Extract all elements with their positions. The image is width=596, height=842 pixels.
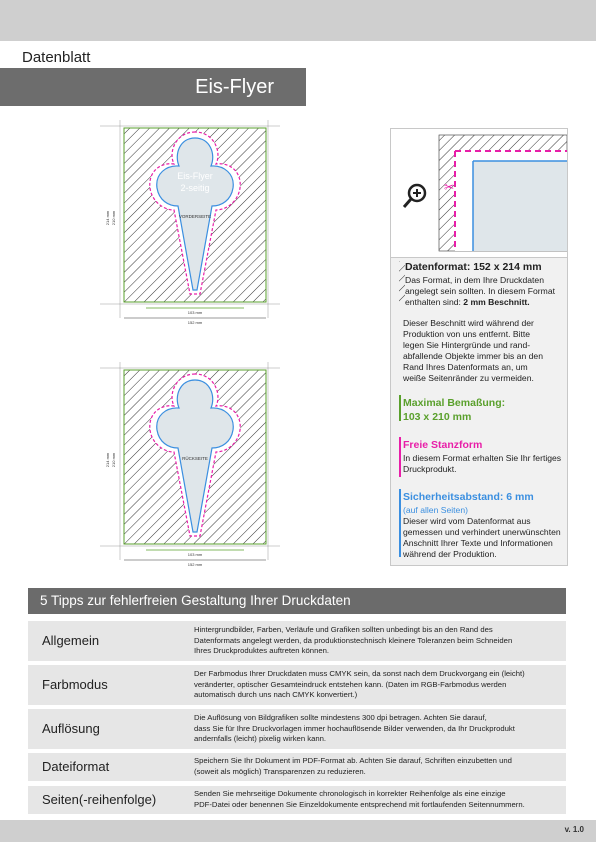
beschnitt-line5: Rand Ihres Datenformats an, um — [403, 362, 528, 372]
blue-marker — [399, 489, 401, 557]
green-marker — [399, 395, 401, 421]
tip-line: veränderter, optischer Gesamteindruck entstehen kann. (Daten im RGB-Farbmodus werden — [194, 679, 507, 689]
tip-row — [28, 709, 566, 749]
tip-line: dass Sie für Ihre Druckvorlagen immer hochauflösende Bilder verwenden, da Ihr Druckprodukt — [194, 723, 515, 733]
datenformat-line2: angelegt sein sollten. In diesem Format — [405, 286, 555, 296]
beschnitt-line1: Dieser Beschnitt wird während der — [403, 318, 534, 328]
tip-label: Seiten(-reihenfolge) — [42, 792, 157, 807]
tip-text — [194, 669, 558, 701]
sicher-title: Sicherheitsabstand: 6 mm — [403, 491, 534, 503]
datenformat-line3 — [405, 297, 530, 308]
stanz-line1: In diesem Format erhalten Sie Ihr fertiges — [403, 453, 562, 463]
tip-label: Allgemein — [42, 633, 100, 648]
front-diagram — [100, 118, 280, 330]
maximal-value: 103 x 210 mm — [403, 411, 472, 423]
tip-line: Die Auflösung von Bildgrafiken sollte mindestens 300 dpi betragen. Achten Sie darauf, — [194, 713, 487, 722]
beschnitt-line3: legen Sie Hintergründe und rand- — [403, 340, 531, 350]
legend-panel — [390, 128, 568, 566]
back-diagram — [100, 360, 280, 572]
tip-line: Speichern Sie Ihr Dokument im PDF-Format ab. Achten Sie darauf, Schriften einzubetten und — [194, 756, 512, 765]
back-side-label: RÜCKSEITE — [182, 456, 208, 461]
back-dim-v-outer: 214 mm — [105, 452, 110, 468]
tip-label: Farbmodus — [42, 677, 108, 692]
tip-line: andernfalls (leicht) pixelig wirken kann. — [194, 734, 327, 743]
front-dim-inner: 103 mm — [187, 310, 203, 315]
sicher-line2: gemessen und verhindert unerwünschten — [403, 527, 561, 537]
front-subtitle: 2-seitig — [180, 183, 210, 193]
sicher-line3: Anschnitt Ihrer Texte und Informationen — [403, 538, 553, 548]
front-side-label: VORDERSEITE — [178, 214, 212, 219]
tip-text — [194, 713, 558, 745]
tip-label: Auflösung — [42, 721, 100, 736]
tip-text — [194, 756, 558, 777]
front-title: Eis-Flyer — [177, 171, 213, 181]
beschnitt-line4: abfallende Objekte immer bis an den — [403, 351, 543, 361]
page-title: Eis-Flyer — [0, 68, 306, 106]
sicher-subtitle: (auf allen Seiten) — [403, 505, 468, 515]
datenformat-title: Datenformat: 152 x 214 mm — [405, 261, 542, 273]
tip-line: Ihres Druckproduktes auftreten können. — [194, 646, 330, 655]
tip-line: automatisch durch uns nach CMYK konvertiert.) — [194, 690, 358, 699]
tip-line: Hintergrundbilder, Farben, Verläufe und Grafiken sollten unbedingt bis an den Rand des — [194, 625, 493, 634]
stanz-line2: Druckprodukt. — [403, 464, 457, 474]
sicher-line4: während der Produktion. — [403, 549, 497, 559]
front-dim-v-inner: 210 mm — [111, 210, 116, 226]
top-bar — [0, 0, 596, 41]
back-dim-inner: 103 mm — [187, 552, 203, 557]
front-dim-outer: 152 mm — [187, 320, 203, 325]
tip-row — [28, 753, 566, 781]
zoom-detail — [391, 129, 567, 258]
doc-type-tag: Datenblatt — [0, 47, 120, 69]
tip-line: Datenformats angelegt werden, da produktionstechnisch kleinere Toleranzen beim Schneiden — [194, 635, 513, 645]
back-dim-v-inner: 210 mm — [111, 452, 116, 468]
tip-text — [194, 789, 558, 810]
tip-row — [28, 786, 566, 814]
beschnitt-line2: Produktion von uns entfernt. Bitte — [403, 329, 531, 339]
tip-text — [194, 625, 558, 657]
maximal-title: Maximal Bemaßung: — [403, 397, 506, 409]
scissors-icon: ✂ — [444, 180, 455, 194]
datenformat-line3b: 2 mm Beschnitt. — [463, 297, 530, 307]
stanz-title: Freie Stanzform — [403, 439, 483, 451]
datenformat-line1: Das Format, in dem Ihre Druckdaten — [405, 275, 544, 285]
tip-line: Senden Sie mehrseitige Dokumente chronologisch in korrekter Reihenfolge als eine einzige — [194, 789, 506, 798]
sicher-line1: Dieser wird vom Datenformat aus — [403, 516, 531, 526]
magenta-marker — [399, 437, 401, 477]
tip-line: Der Farbmodus Ihrer Druckdaten muss CMYK sein, da sonst nach dem Druckvorgang ein (leicht) — [194, 669, 525, 678]
tip-label: Dateiformat — [42, 759, 110, 774]
tip-line: (soweit als möglich) Transparenzen zu reduzieren. — [194, 766, 366, 776]
tip-row — [28, 665, 566, 705]
back-dim-outer: 152 mm — [187, 562, 203, 567]
version-label: v. 1.0 — [564, 825, 584, 834]
tip-row — [28, 621, 566, 661]
zoom-in-icon — [404, 185, 425, 207]
datenformat-line3a: enthalten sind: — [405, 297, 464, 307]
beschnitt-line6: weiße Seitenränder zu vermeiden. — [403, 373, 534, 383]
tips-heading: 5 Tipps zur fehlerfreien Gestaltung Ihrer Druckdaten — [28, 588, 566, 614]
front-dim-v-outer: 214 mm — [105, 210, 110, 226]
tip-line: PDF-Datei oder benennen Sie Einzeldokumente entsprechend mit fortlaufenden Seitennummern. — [194, 799, 525, 809]
footer-bar — [0, 820, 596, 842]
